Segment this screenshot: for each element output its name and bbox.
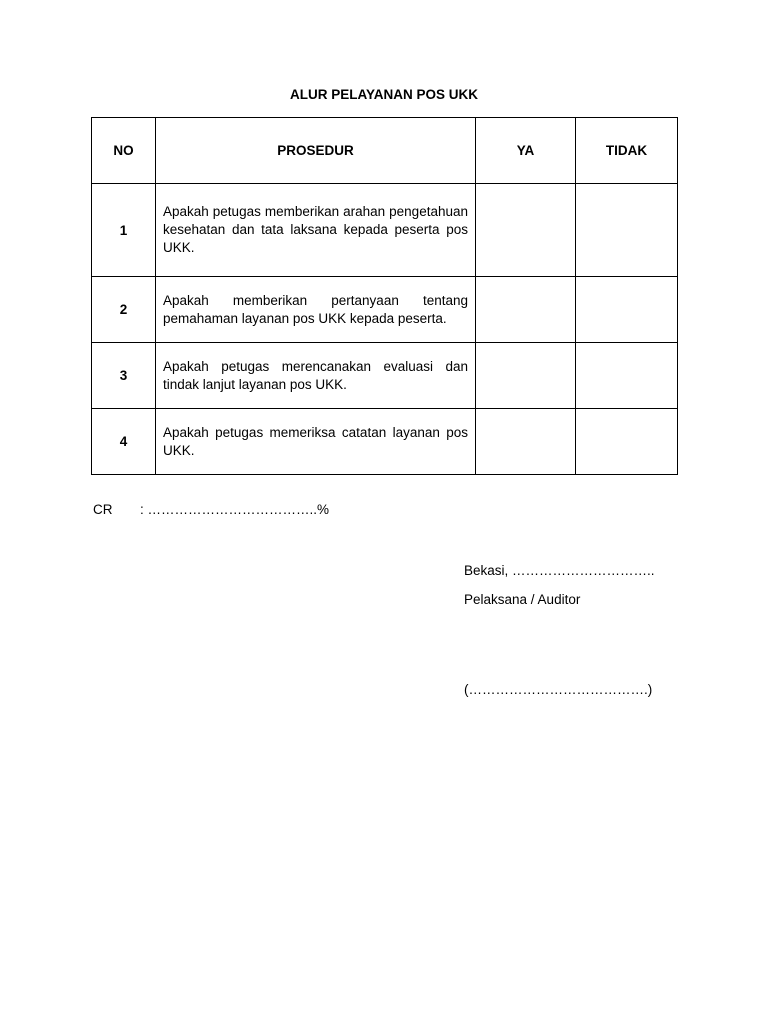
table-row	[92, 343, 678, 409]
row-number: 4	[92, 409, 156, 475]
table-header-row	[92, 118, 678, 184]
signature-role: Pelaksana / Auditor	[464, 592, 581, 607]
ya-cell	[476, 184, 576, 277]
page-title: ALUR PELAYANAN POS UKK	[289, 87, 479, 102]
procedure-table	[91, 117, 678, 475]
header-tidak: TIDAK	[576, 118, 678, 184]
row-number: 1	[92, 184, 156, 277]
header-no: NO	[92, 118, 156, 184]
table-row	[92, 409, 678, 475]
signature-name: (………………………………….)	[464, 682, 653, 697]
ya-cell	[476, 409, 576, 475]
header-ya: YA	[476, 118, 576, 184]
tidak-cell	[576, 184, 678, 277]
tidak-cell	[576, 277, 678, 343]
header-prosedur: PROSEDUR	[156, 118, 476, 184]
tidak-cell	[576, 409, 678, 475]
cr-value: : ………………………………..%	[140, 502, 330, 517]
cr-label: CR	[93, 502, 113, 517]
table-row	[92, 277, 678, 343]
procedure-text: Apakah memberikan pertanyaan tentang pemahaman layanan pos UKK kepada peserta.	[156, 277, 476, 343]
ya-cell	[476, 343, 576, 409]
signature-place-date: Bekasi, …………………………..	[464, 563, 655, 578]
table-row	[92, 184, 678, 277]
procedure-text: Apakah petugas memeriksa catatan layanan pos UKK.	[156, 409, 476, 475]
tidak-cell	[576, 343, 678, 409]
procedure-text: Apakah petugas merencanakan evaluasi dan tindak lanjut layanan pos UKK.	[156, 343, 476, 409]
row-number: 2	[92, 277, 156, 343]
procedure-text: Apakah petugas memberikan arahan pengetahuan kesehatan dan tata laksana kepada peserta pos UKK.	[156, 184, 476, 277]
row-number: 3	[92, 343, 156, 409]
ya-cell	[476, 277, 576, 343]
